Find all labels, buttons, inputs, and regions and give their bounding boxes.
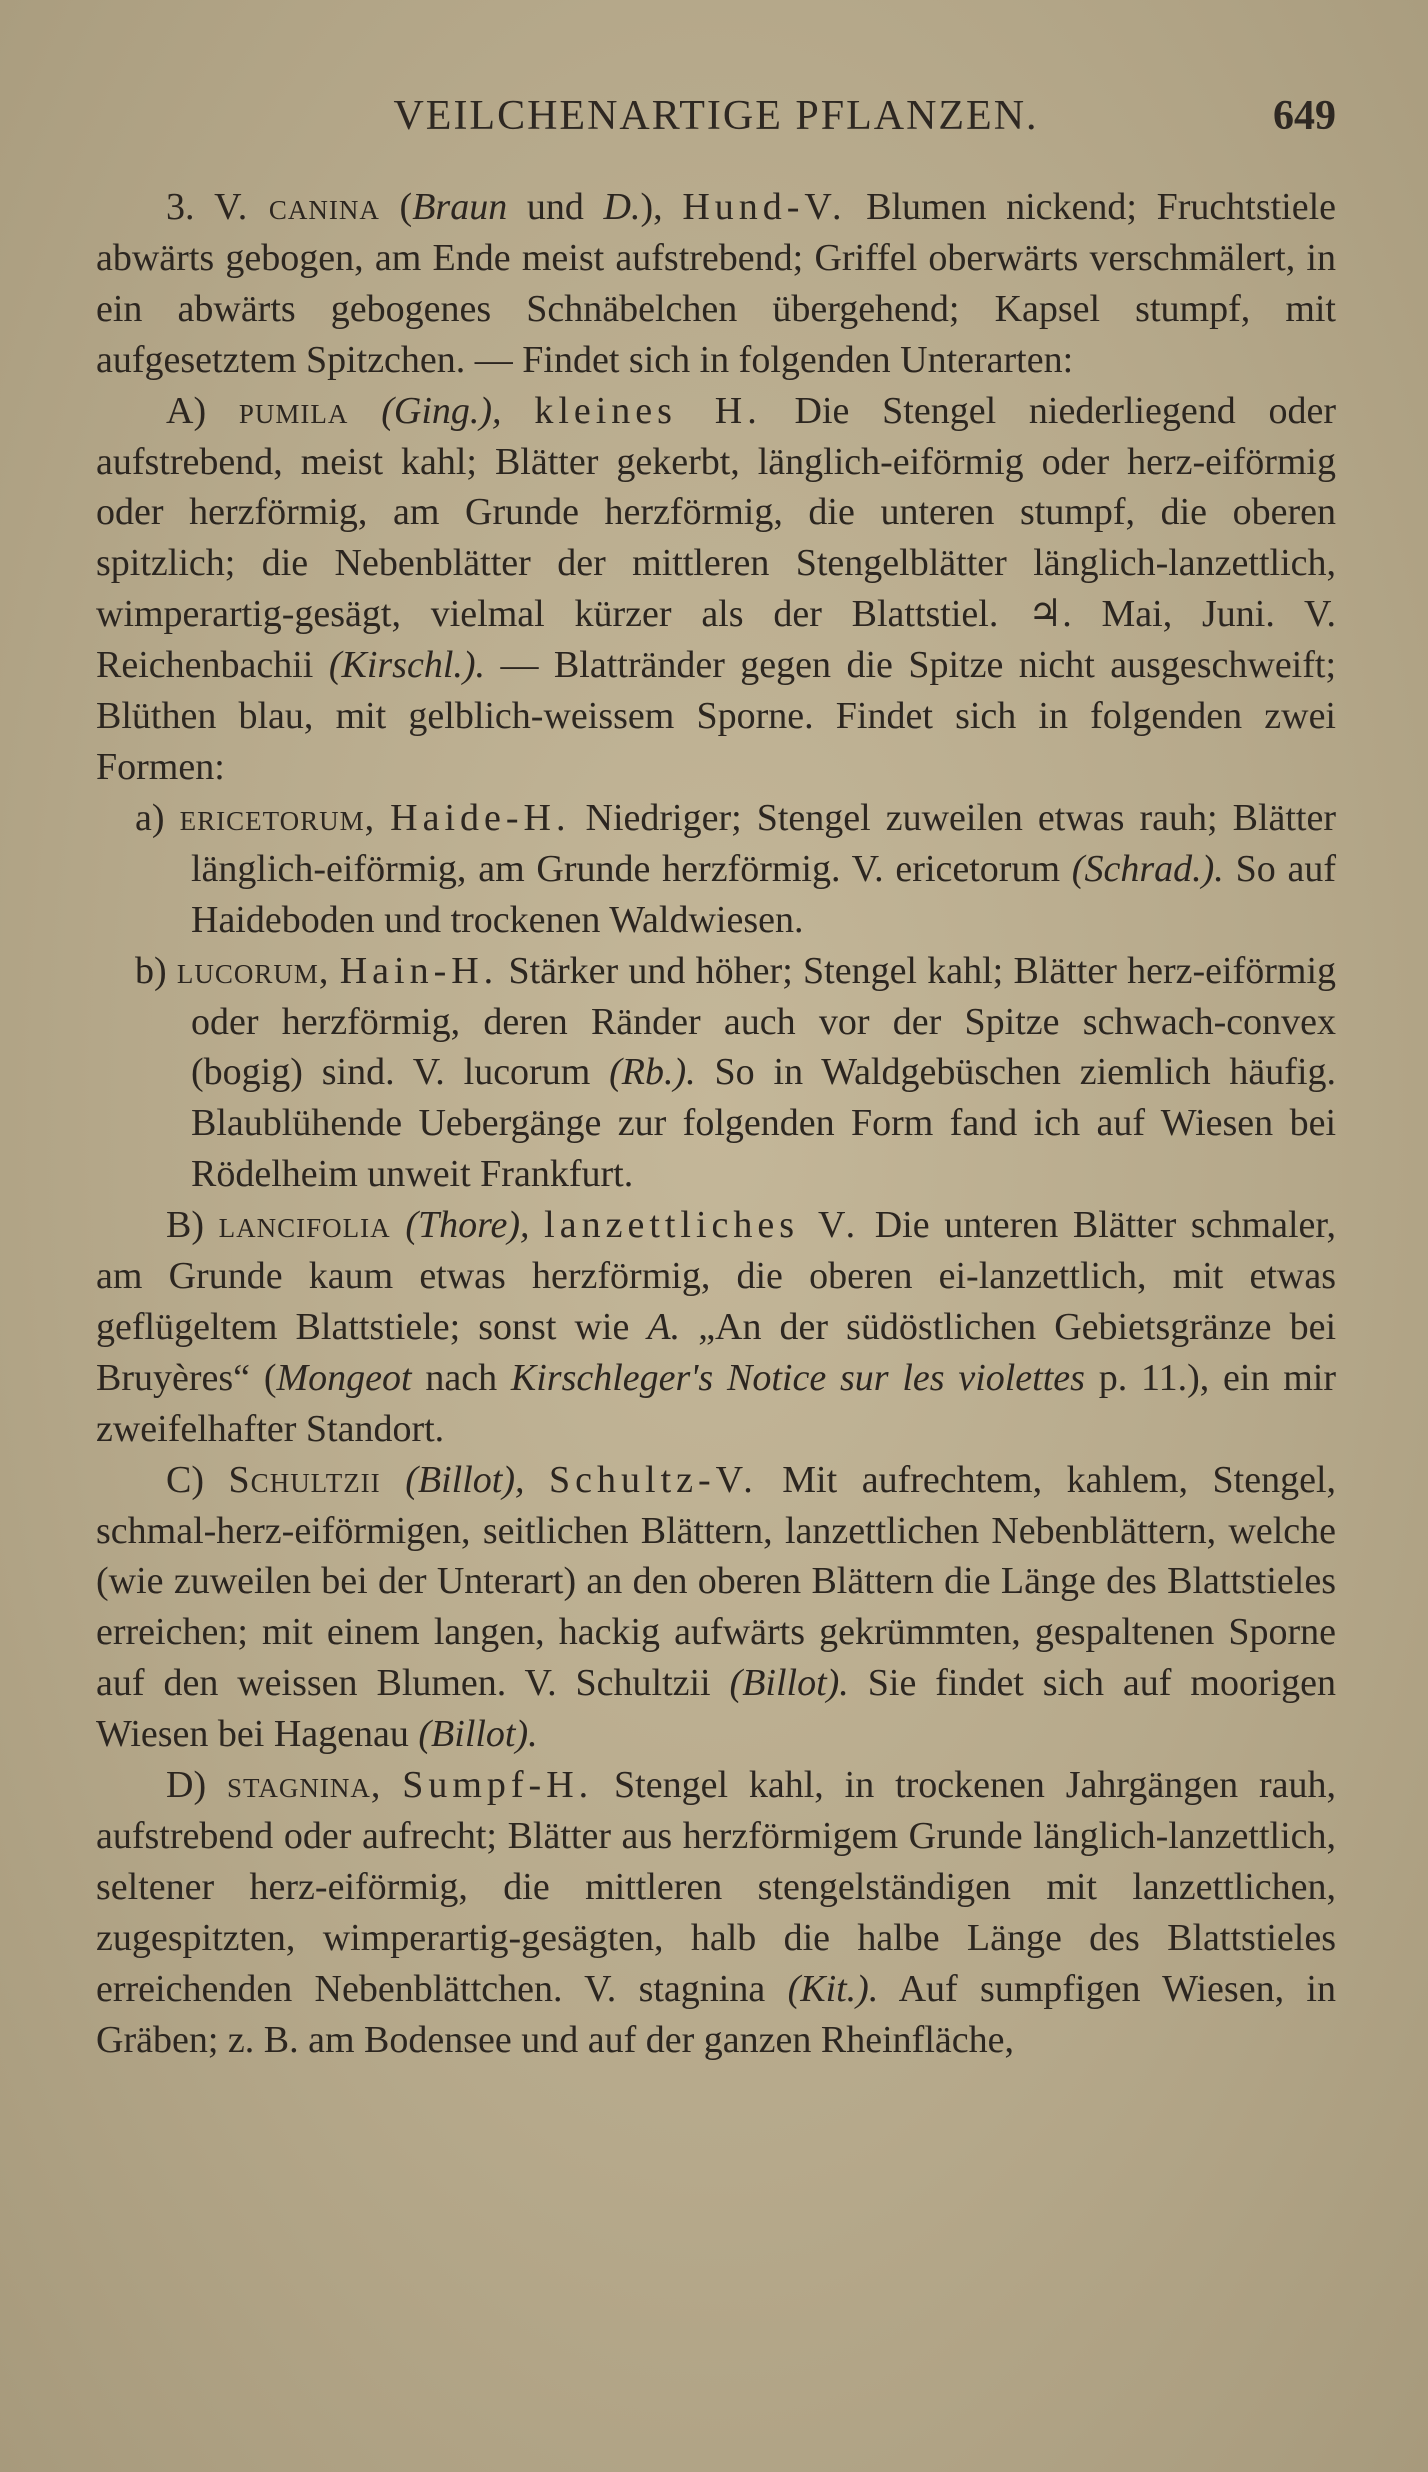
entry-stagnina <box>96 1760 1336 2065</box>
authority-close: ), <box>640 186 663 228</box>
description: nach <box>411 1356 511 1399</box>
authority: (Billot). <box>418 1713 538 1756</box>
subspecies-label: B) <box>166 1204 204 1247</box>
description: Sie findet sich auf moorigen Wiesen bei Hagenau <box>96 1662 1337 1756</box>
species-name: V. canina <box>214 186 380 228</box>
citation: Kirschleger's Notice sur les violettes <box>510 1356 1085 1399</box>
body-text <box>96 182 1336 2066</box>
authority: (Kit.). <box>787 1967 879 2010</box>
authority: (Billot). <box>729 1662 849 1705</box>
form-label: b) <box>135 949 167 992</box>
description: Blumen nickend; Fruchtstiele abwärts gebogen, am Ende meist aufstrebend; Griffel oberwärts verschmälert, in ein abwärts gebogenes Schnäbelchen übergehend; Kapsel stumpf, mit aufgesetztem Spitzchen. — Findet sich in folgenden Unterarten: <box>96 186 1337 381</box>
description: Mit aufrechtem, kahlem, Stengel, schmal-herz-eiförmigen, seitlichen Blättern, lanzettlichen Nebenblättern, welche (wie zuweilen bei der Unterart) an den oberen Blättern die Länge des Blattstieles erreichen; mit einem langen, hackig aufwärts gekrümmten, gespaltenen Sporne auf den weissen Blumen. V. Schultzii <box>96 1458 1337 1705</box>
authority: Braun <box>412 186 508 228</box>
common-name: Schultz-V. <box>549 1458 758 1501</box>
subspecies-label: C) <box>166 1458 204 1501</box>
cross-reference: A. <box>647 1305 681 1348</box>
authority: (Schrad.). <box>1071 847 1224 890</box>
subspecies-name: pumila <box>238 389 349 432</box>
entry-ericetorum <box>96 793 1336 946</box>
form-label: a) <box>135 796 165 839</box>
entry-number: 3. <box>166 186 195 228</box>
description: Die unteren Blätter schmaler, am Grunde kaum etwas herzförmig, die oberen ei-lanzettlich, mit etwas geflügeltem Blattstiele; sonst wie <box>96 1204 1337 1348</box>
entry-pumila <box>96 386 1336 793</box>
description: So in Waldgebüschen ziemlich häufig. Blaublühende Uebergänge zur folgenden Form fand ich auf Wiesen bei Rödelheim unweit Frankfurt. <box>191 1051 1337 1196</box>
form-name: ericetorum, <box>179 796 376 839</box>
description: So auf Haideboden und trockenen Waldwiesen. <box>191 847 1337 941</box>
form-name: lucorum, <box>176 949 330 992</box>
entry-lancifolia <box>96 1200 1336 1455</box>
description: Auf sumpfigen Wiesen, in Gräben; z. B. am Bodensee und auf der ganzen Rheinfläche, <box>96 1967 1336 2061</box>
common-name: kleines H. <box>534 389 762 432</box>
authority: (Billot), <box>405 1458 525 1501</box>
page-number: 649 <box>1273 93 1336 139</box>
description: p. 11.), ein mir zweifelhafter Standort. <box>96 1356 1337 1450</box>
entry-schultzii <box>96 1455 1336 1760</box>
common-name: Haide-H. <box>390 796 571 839</box>
description: Stengel kahl, in trockenen Jahrgängen rauh, aufstrebend oder aufrecht; Blätter aus herzförmigem Grunde länglich-lanzettlich, seltener herz-eiförmig, die mittleren stengelständigen mit lanzettlichen, zugespitzten, wimperartig-gesägten, halb die halbe Länge des Blattstieles erreichenden Nebenblättchen. V. stagnina <box>96 1764 1337 2010</box>
citation: Mongeot <box>276 1356 412 1399</box>
subspecies-name: stagnina, <box>226 1764 382 1807</box>
common-name: Sumpf-H. <box>402 1764 594 1807</box>
authority: (Thore), <box>405 1204 530 1247</box>
description: Stärker und höher; Stengel kahl; Blätter herz-eiförmig oder herzförmig, deren Ränder auch vor der Spitze schwach-convex (bogig) sind. V. lucorum <box>191 949 1337 1094</box>
subspecies-name: Schultzii <box>228 1458 381 1501</box>
description: Niedriger; Stengel zuweilen etwas rauh; Blätter länglich-eiförmig, am Grunde herzförmig. V. ericetorum <box>191 796 1337 890</box>
running-title: VEILCHENARTIGE PFLANZEN. <box>393 93 1039 139</box>
subspecies-name: lancifolia <box>218 1204 391 1247</box>
authority: D. <box>603 186 641 228</box>
authority: (Ging.), <box>381 389 502 432</box>
page-header <box>96 92 1336 148</box>
common-name: Hund-V. <box>682 186 847 228</box>
common-name: Hain-H. <box>339 949 499 992</box>
subspecies-label: D) <box>166 1764 207 1807</box>
authority: (Kirschl.). <box>328 644 486 687</box>
description: — Blattränder gegen die Spitze nicht ausgeschweift; Blüthen blau, mit gelblich-weissem Sporne. Findet sich in folgenden zwei Formen: <box>96 644 1337 788</box>
authority-join: und <box>507 186 604 228</box>
authority: (Rb.). <box>609 1051 696 1094</box>
authority-open: ( <box>399 186 413 228</box>
entry-canina <box>96 182 1336 386</box>
common-name: lanzettliches V. <box>544 1204 861 1247</box>
subspecies-label: A) <box>166 389 207 432</box>
entry-lucorum <box>96 946 1336 1201</box>
description: Die Stengel niederliegend oder aufstrebend, meist kahl; Blätter gekerbt, länglich-eiförmig oder herz-eiförmig oder herzförmig, am Grunde herzförmig, die unteren stumpf, die oberen spitzlich; die Nebenblätter der mittleren Stengelblätter länglich-lanzettlich, wimperartig-gesägt, vielmal kürzer als der Blattstiel. ♃. Mai, Juni. V. Reichenbachii <box>96 389 1337 687</box>
description: „An der südöstlichen Gebietsgränze bei Bruyères“ ( <box>96 1305 1337 1399</box>
